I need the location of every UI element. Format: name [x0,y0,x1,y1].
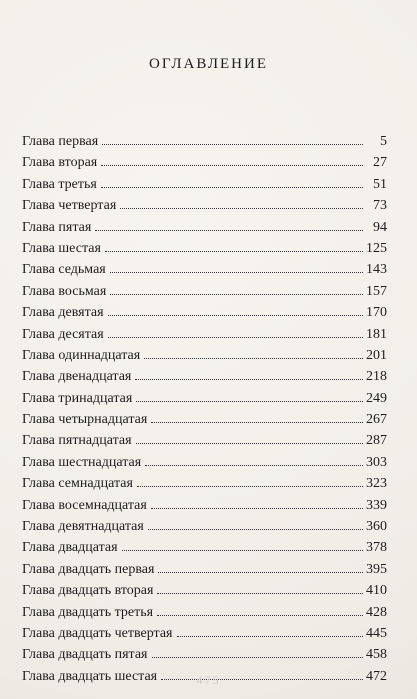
toc-entry-label: Глава двадцать шестая [22,668,158,684]
dot-leader [177,635,364,637]
toc-entry [22,174,387,195]
toc-entry [22,516,387,537]
dot-leader [101,186,363,188]
toc-entry-page: 395 [366,561,387,577]
toc-entry [22,131,387,152]
toc-entry-page: 218 [366,369,387,385]
toc-entry-page: 201 [366,347,387,363]
toc-entry-page: 378 [366,540,387,556]
toc-entry [22,559,387,580]
toc-entry-page: 143 [366,262,387,278]
toc-entry [22,495,387,516]
toc-entry-page: 360 [366,519,387,535]
toc-entry [22,580,387,601]
dot-leader [136,400,363,402]
toc-entry [22,281,387,302]
toc-entry-page: 5 [380,134,387,149]
toc-entry-label: Глава семнадцатая [22,476,133,492]
toc-entry-label: Глава четвертая [22,198,117,214]
toc-entry-label: Глава шестнадцатая [22,454,142,470]
dot-leader [120,207,363,209]
toc-entry [22,366,387,387]
dot-leader [110,271,363,273]
toc-entry [22,644,387,665]
toc-entry [22,452,387,473]
toc-entry-label: Глава двадцать четвертая [22,625,173,641]
toc-entry [22,388,387,409]
toc-entry [22,537,387,558]
toc-entry-label: Глава двенадцатая [22,369,132,385]
dot-leader [95,229,363,231]
dot-leader [108,336,363,338]
toc-entry-label: Глава шестая [22,240,101,256]
toc-entry-label: Глава третья [22,176,97,192]
toc-entry-page: 458 [366,647,387,663]
toc-entry-page: 339 [366,497,387,513]
page-title: ОГЛАВЛЕНИЕ [149,56,268,72]
dot-leader [122,549,363,551]
toc-entry-label: Глава двадцать первая [22,561,155,577]
toc-entry-page: 428 [366,604,387,620]
dot-leader [137,485,363,487]
toc-entry-label: Глава первая [22,134,99,149]
dot-leader [101,164,363,166]
toc-entry-page: 267 [366,412,387,428]
dot-leader [157,592,363,594]
toc-entry-label: Глава девятая [22,305,104,321]
toc-entry-label: Глава восемнадцатая [22,497,147,513]
toc-entry [22,152,387,173]
toc-entry [22,195,387,216]
toc-entry [22,623,387,644]
toc-entry-label: Глава двадцать третья [22,604,154,620]
dot-leader [151,421,363,423]
toc-entry-label: Глава девятнадцатая [22,519,144,535]
toc-entry [22,259,387,280]
toc-entry-page: 287 [366,433,387,449]
page-number: 475 [196,673,221,687]
toc-entry-label: Глава восьмая [22,283,107,299]
toc-entry [22,430,387,451]
toc-entry-page: 157 [366,283,387,299]
toc-entry-page: 73 [373,198,387,214]
table-of-contents [22,131,387,687]
toc-entry [22,217,387,238]
toc-entry-page: 94 [373,219,387,235]
dot-leader [136,442,363,444]
toc-entry-label: Глава двадцать вторая [22,583,154,599]
toc-entry-page: 303 [366,454,387,470]
dot-leader [145,464,363,466]
toc-entry-page: 181 [366,326,387,342]
toc-entry-page: 472 [366,668,387,684]
toc-entry-label: Глава вторая [22,155,98,171]
dot-leader [148,528,363,530]
dot-leader [151,507,363,509]
dot-leader [152,656,364,658]
toc-entry-page: 445 [366,625,387,641]
toc-entry-label: Глава тринадцатая [22,390,133,406]
toc-entry-label: Глава одиннадцатая [22,347,141,363]
toc-entry-page: 170 [366,305,387,321]
toc-entry-label: Глава пятнадцатая [22,433,132,449]
toc-entry [22,238,387,259]
toc-entry [22,324,387,345]
toc-entry-page: 125 [366,240,387,256]
toc-entry [22,345,387,366]
toc-entry-label: Глава двадцать пятая [22,647,148,663]
toc-entry [22,473,387,494]
toc-entry-label: Глава двадцатая [22,540,118,556]
dot-leader [105,250,363,252]
dot-leader [135,378,363,380]
toc-entry [22,602,387,623]
dot-leader [144,357,363,359]
dot-leader [110,293,363,295]
toc-entry-page: 323 [366,476,387,492]
dot-leader [158,571,363,573]
toc-entry-page: 51 [373,176,387,192]
toc-entry [22,409,387,430]
toc-entry [22,302,387,323]
toc-entry-page: 249 [366,390,387,406]
toc-entry-label: Глава седьмая [22,262,106,278]
toc-entry-label: Глава десятая [22,326,104,342]
dot-leader [157,614,363,616]
dot-leader [108,314,363,316]
toc-entry-label: Глава пятая [22,219,92,235]
toc-entry-page: 410 [366,583,387,599]
toc-entry-label: Глава четырнадцатая [22,412,148,428]
toc-entry-page: 27 [373,155,387,171]
dot-leader [102,143,363,145]
